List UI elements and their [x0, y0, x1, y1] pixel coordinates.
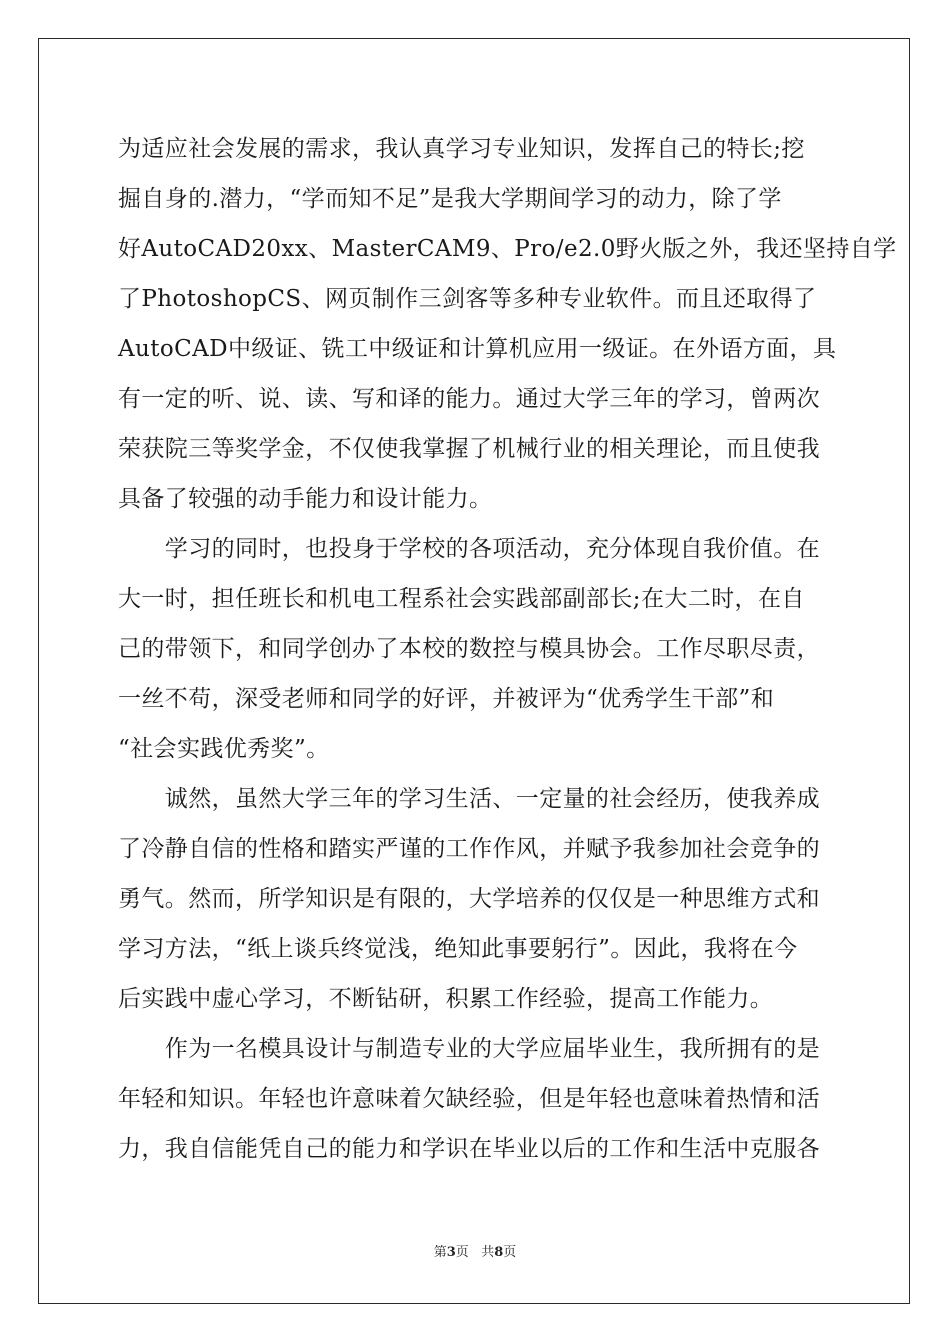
page-footer — [0, 1244, 950, 1262]
page-number-suffix: 页 — [455, 1245, 469, 1260]
current-page-number: 3 — [446, 1245, 456, 1260]
text-line: 力，我自信能凭自己的能力和学识在毕业以后的工作和生活中克服各 — [118, 1136, 820, 1162]
text-line: 作为一名模具设计与制造专业的大学应届毕业生，我所拥有的是 — [118, 1036, 820, 1062]
total-page-count: 8 — [494, 1245, 504, 1260]
text-line: 己的带领下，和同学创办了本校的数控与模具协会。工作尽职尽责， — [118, 636, 820, 662]
text-line: 荣获院三等奖学金，不仅使我掌握了机械行业的相关理论，而且使我 — [118, 436, 820, 462]
text-line: 具备了较强的动手能力和设计能力。 — [118, 486, 493, 512]
total-pages-suffix: 页 — [503, 1245, 517, 1260]
text-line: 大一时，担任班长和机电工程系社会实践部副部长;在大二时，在自 — [118, 586, 805, 612]
document-body — [118, 124, 897, 1174]
text-line: 后实践中虚心学习，不断钻研，积累工作经验，提高工作能力。 — [118, 986, 774, 1012]
text-line: 有一定的听、说、读、写和译的能力。通过大学三年的学习，曾两次 — [118, 386, 820, 412]
text-line: 一丝不苟，深受老师和同学的好评，并被评为“优秀学生干部”和 — [118, 686, 775, 712]
text-line: 为适应社会发展的需求，我认真学习专业知识，发挥自己的特长;挖 — [118, 136, 805, 162]
text-line: 诚然，虽然大学三年的学习生活、一定量的社会经历，使我养成 — [118, 786, 820, 812]
text-line: 勇气。然而，所学知识是有限的，大学培养的仅仅是一种思维方式和 — [118, 886, 820, 912]
text-line: 年轻和知识。年轻也许意味着欠缺经验，但是年轻也意味着热情和活 — [118, 1086, 820, 1112]
text-line: AutoCAD中级证、铣工中级证和计算机应用一级证。在外语方面，具 — [118, 336, 837, 362]
text-line: 学习方法，“纸上谈兵终觉浅，绝知此事要躬行”。因此，我将在今 — [118, 936, 798, 962]
page-number-prefix: 第 — [433, 1245, 447, 1260]
total-pages-prefix: 共 — [481, 1245, 495, 1260]
text-line: 好AutoCAD20xx、MasterCAM9、Pro/e2.0野火版之外，我还坚持自学 — [118, 236, 897, 262]
text-line: 了冷静自信的性格和踏实严谨的工作作风，并赋予我参加社会竞争的 — [118, 836, 820, 862]
text-line: 掘自身的.潜力，“学而知不足”是我大学期间学习的动力，除了学 — [118, 186, 782, 212]
text-line: 了PhotoshopCS、网页制作三剑客等多种专业软件。而且还取得了 — [118, 286, 817, 312]
text-line: “社会实践优秀奖”。 — [118, 736, 330, 762]
text-line: 学习的同时，也投身于学校的各项活动，充分体现自我价值。在 — [118, 536, 820, 562]
